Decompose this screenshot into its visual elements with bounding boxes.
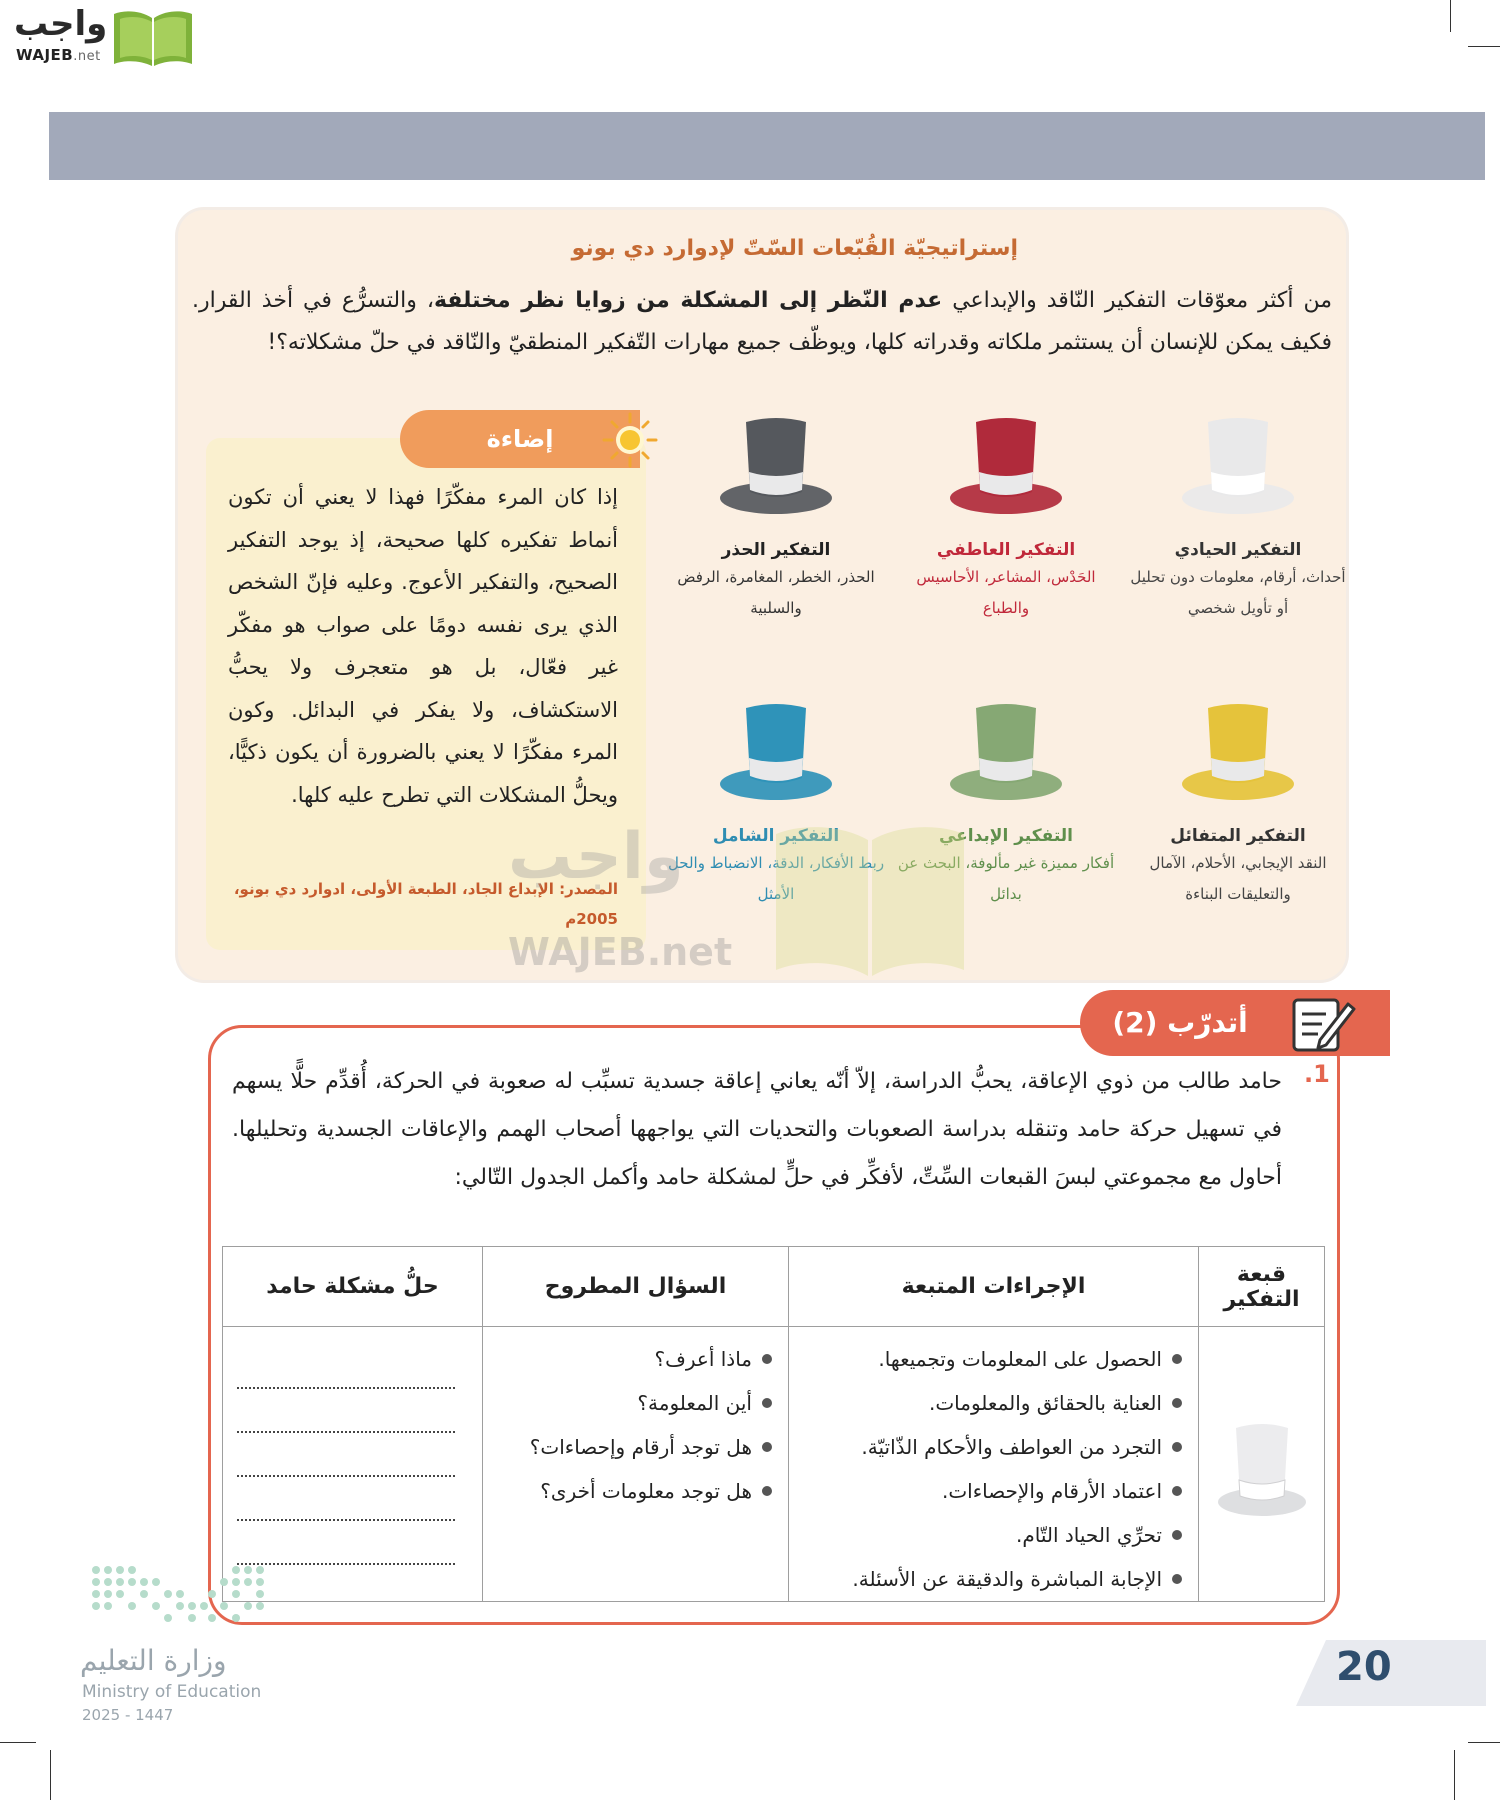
header-solution: حلُّ مشكلة حامد (223, 1247, 483, 1327)
hat-description: النقد الإيجابي، الأحلام، الآمال والتعليقات البناءة (1149, 854, 1327, 903)
question-item: أين المعلومة؟ (483, 1381, 774, 1425)
hat-title: التفكير الشامل (712, 826, 840, 846)
ministry-arabic: وزارة التعليم (80, 1644, 227, 1677)
hat-card-black (666, 414, 886, 624)
hat-card-green (896, 700, 1116, 910)
answer-line[interactable] (237, 1389, 455, 1433)
hat-title: التفكير الحذر (721, 540, 831, 560)
crop-mark (1454, 1750, 1455, 1800)
crop-mark (50, 1750, 51, 1800)
crop-mark (1450, 0, 1451, 32)
question-item: هل توجد معلومات أخرى؟ (483, 1469, 774, 1513)
white-hat-icon (1212, 1414, 1312, 1524)
procedure-item: العناية بالحقائق والمعلومات. (789, 1381, 1184, 1425)
header-band (49, 112, 1485, 180)
blue-hat-icon (716, 700, 836, 804)
hat-card-yellow (1128, 700, 1348, 910)
exercise-tab: أتدرّب (2) (1080, 990, 1390, 1056)
crop-mark (0, 1742, 36, 1743)
hat-card-blue (666, 700, 886, 910)
book-icon (112, 8, 194, 68)
watermark-latin: WAJEB.net (508, 930, 733, 974)
wajeb-logo[interactable] (8, 4, 188, 68)
header-question: السؤال المطروح (483, 1247, 789, 1327)
answer-line[interactable] (237, 1477, 455, 1521)
answer-lines (223, 1337, 482, 1565)
illumination-text: إذا كان المرء مفكّرًا فهذا لا يعني أن تكون أنماط تفكيره كلها صحيحة، إذ يوجد التفكير الصحيح، والتفكير الأعوج. وعليه فإنّ الشخص الذي يرى نفسه دومًا على صواب هو مفكّر غير فعّال، بل هو متعجرف ولا يحبُّ الاستكشاف، ولا يفكر في البدائل. وكون المرء مفكّرًا لا يعني بالضرورة أن يكون ذكيًّا، ويحلُّ المشكلات التي تطرح عليه كلها. (228, 485, 618, 807)
procedures-cell (789, 1327, 1199, 1602)
hat-description: ربط الأفكار، الدقة، الانضباط والحل الأمثل (667, 854, 885, 903)
crop-mark (1468, 1742, 1500, 1743)
illumination-box (206, 438, 646, 950)
red-hat-icon (946, 414, 1066, 518)
procedure-item: الحصول على المعلومات وتجميعها. (789, 1337, 1184, 1381)
panel-title: إستراتيجيّة القُبّعات السّتّ لإدوارد دي بونو (571, 236, 1018, 261)
logo-arabic: واجب (14, 4, 108, 44)
header-hat: قبعة التفكير (1199, 1247, 1325, 1327)
questions-list (483, 1337, 788, 1513)
white-hat-icon (1178, 414, 1298, 518)
ministry-logo (80, 1560, 300, 1730)
hat-cell (1199, 1327, 1325, 1602)
hat-title: التفكير العاطفي (936, 540, 1076, 560)
illumination-source: المصدر: الإبداع الجاد، الطبعة الأولى، ادوارد دي بونو، 2005م (233, 880, 618, 928)
answer-line[interactable] (237, 1433, 455, 1477)
hat-card-white (1128, 414, 1348, 624)
answer-line[interactable] (237, 1521, 455, 1565)
page-number: 20 (1336, 1644, 1392, 1690)
questions-cell (483, 1327, 789, 1602)
table-row (223, 1327, 1325, 1602)
yellow-hat-icon (1178, 700, 1298, 804)
question-item: ماذا أعرف؟ (483, 1337, 774, 1381)
exercise-number: .1 (1304, 1060, 1330, 1088)
hat-description: الحَدْس، المشاعر، الأحاسيس والطباع (916, 568, 1096, 617)
ministry-dots-icon (86, 1560, 276, 1644)
procedures-list (789, 1337, 1198, 1601)
procedure-item: اعتماد الأرقام والإحصاءات. (789, 1469, 1184, 1513)
answer-line[interactable] (237, 1345, 455, 1389)
black-hat-icon (716, 414, 836, 518)
crop-mark (1468, 46, 1500, 47)
logo-latin: WAJEB.net (16, 46, 101, 64)
procedure-item: تحرِّي الحياد التّام. (789, 1513, 1184, 1557)
ministry-year: 2025 - 1447 (82, 1706, 174, 1724)
table-header-row (223, 1247, 1325, 1327)
question-item: هل توجد أرقام وإحصاءات؟ (483, 1425, 774, 1469)
ministry-english: Ministry of Education (82, 1682, 262, 1702)
procedure-item: التجرد من العواطف والأحكام الذّاتيّة. (789, 1425, 1184, 1469)
hat-description: أفكار مميزة غير مألوفة، البحث عن بدائل (897, 854, 1115, 903)
hats-table (222, 1246, 1325, 1602)
pencil-note-icon (1290, 994, 1356, 1054)
exercise-text: حامد طالب من ذوي الإعاقة، يحبُّ الدراسة، إلاّ أنّه يعاني إعاقة جسدية تسبِّب له صعوبة في الحركة، أُقدِّم حلًّا يسهم في تسهيل حركة حامد وتنقله بدراسة الصعوبات والتحديات التي يواجهها أصحاب الهمم والإعاقات الجسدية وتحليلها. أحاول مع مجموعتي لبسَ القبعات السِّتِّ، لأفكِّر في حلٍّ لمشكلة حامد وأكمل الجدول التّالي: (232, 1069, 1282, 1190)
hat-title: التفكير الإبداعي (938, 826, 1074, 846)
hat-title: التفكير الحيادي (1174, 540, 1302, 560)
sun-icon (594, 408, 664, 472)
procedure-item: الإجابة المباشرة والدقيقة عن الأسئلة. (789, 1557, 1184, 1601)
hat-card-red (896, 414, 1116, 624)
watermark-arabic: واجب (508, 820, 684, 894)
hat-title: التفكير المتفائل (1170, 826, 1306, 846)
header-procedures: الإجراءات المتبعة (789, 1247, 1199, 1327)
hat-description: الحذر، الخطر، المغامرة، الرفض والسلبية (677, 568, 875, 617)
illumination-tab: إضاءة (400, 410, 640, 468)
hat-description: أحداث، أرقام، معلومات دون تحليل أو تأويل شخصي (1130, 568, 1346, 617)
green-hat-icon (946, 700, 1066, 804)
panel-intro: من أكثر معوّقات التفكير النّاقد والإبداعي عدم النّظر إلى المشكلة من زوايا نظر مختلفة، والتسرُّع في أخذ القرار. فكيف يمكن للإنسان أن يستثمر ملكاته وقدراته كلها، ويوظّف جميع مهارات التّفكير المنطقيّ والنّاقد في حلّ مشكلاته؟! (192, 288, 1332, 355)
